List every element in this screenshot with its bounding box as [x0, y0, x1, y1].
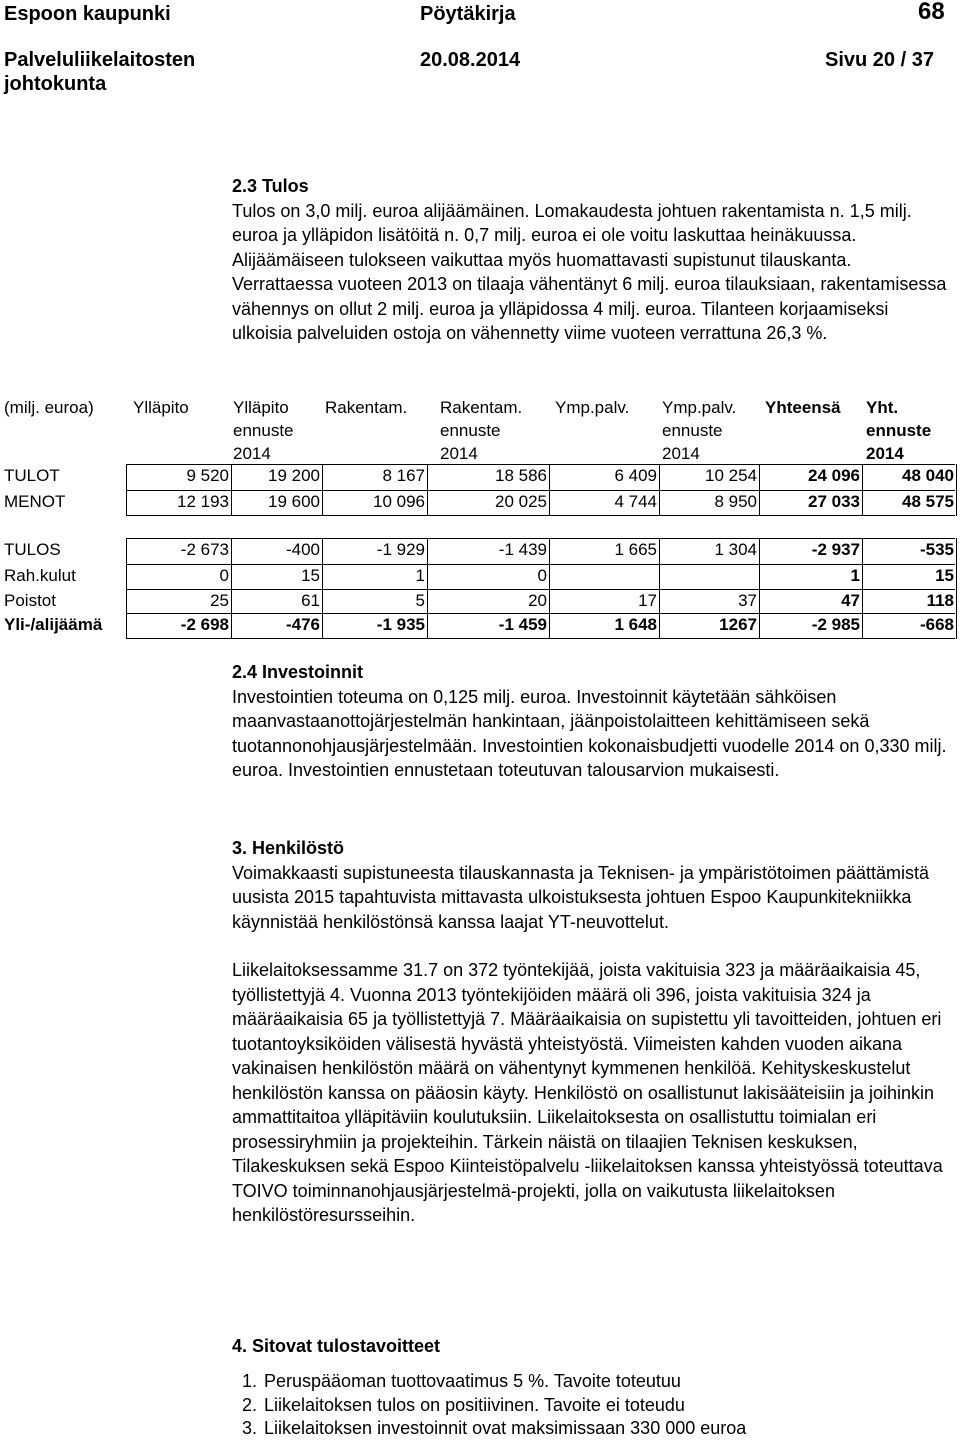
column-header: Yht. [866, 398, 899, 417]
column-header: ennuste [662, 421, 723, 440]
row-label: TULOT [4, 466, 60, 485]
table-cell: -1 459 [498, 615, 547, 634]
table-rule [126, 538, 955, 539]
section-number: 68 [918, 0, 945, 25]
table-rule [862, 538, 863, 639]
table-cell: 1 [415, 566, 425, 585]
table-cell: 10 096 [373, 492, 425, 511]
investoinnit-heading: 2.4 Investoinnit [232, 662, 364, 682]
table-cell: 0 [219, 566, 229, 585]
table-cell: 1267 [719, 615, 757, 634]
table-cell: -1 929 [376, 540, 425, 559]
table-cell: 19 200 [268, 466, 320, 485]
section-investoinnit [232, 660, 952, 783]
row-label: Poistot [4, 591, 56, 610]
table-rule [956, 464, 957, 516]
column-header: ennuste [440, 421, 501, 440]
goal-item: 1. Peruspääoman tuottovaatimus 5 %. Tavoite toteutuu [262, 1370, 960, 1394]
table-cell: 20 025 [495, 492, 547, 511]
tulos-heading: 2.3 Tulos [232, 176, 309, 196]
column-header: Ymp.palv. [555, 398, 630, 417]
table-cell: 8 167 [382, 466, 425, 485]
henkilosto-heading: 3. Henkilöstö [232, 838, 345, 858]
table-cell: 9 520 [186, 466, 229, 485]
header-board-line2: johtokunta [4, 73, 107, 95]
table-cell: 48 575 [902, 492, 954, 511]
column-header: Rakentam. [325, 398, 408, 417]
table-cell: -535 [919, 540, 954, 559]
goal-item: 2. Liikelaitoksen tulos on positiivinen. Tavoite ei toteudu [262, 1394, 960, 1418]
table-cell: 37 [738, 591, 757, 610]
sitovat-heading: 4. Sitovat tulostavoitteet [232, 1336, 441, 1356]
table-rule [126, 613, 955, 614]
column-header: ennuste [233, 421, 294, 440]
column-header: Yhteensä [765, 398, 841, 417]
table-cell: 12 193 [177, 492, 229, 511]
table-cell: 1 665 [614, 540, 657, 559]
table-rule [126, 564, 955, 565]
header-doc-type: Pöytäkirja [420, 3, 516, 25]
table-cell: 4 744 [614, 492, 657, 511]
table-cell: 17 [638, 591, 657, 610]
table-cell: 0 [537, 566, 547, 585]
table-cell: 18 586 [495, 466, 547, 485]
table-cell: 1 304 [714, 540, 757, 559]
goals-list [232, 1370, 960, 1441]
table-cell: -2 985 [811, 615, 860, 634]
table-cell: 5 [415, 591, 425, 610]
table-cell: 6 409 [614, 466, 657, 485]
table-cell: 1 [850, 566, 860, 585]
header-board-line1: Palveluliikelaitosten [4, 49, 196, 71]
table-cell: -2 673 [180, 540, 229, 559]
table-cell: 48 040 [902, 466, 954, 485]
goal-item: 3. Liikelaitoksen investoinnit ovat maksimissaan 330 000 euroa [262, 1417, 960, 1441]
table-cell: 15 [935, 566, 954, 585]
table-rule [322, 538, 323, 639]
investoinnit-text: Investointien toteuma on 0,125 milj. euroa. Investoinnit käytetään sähköisen maanvastaanottojärjestelmän hankintaan, jäänpoistolaitteen kehittämiseen sekä tuotannonohjausjärjestelmään. Investointien kokonaisbudjetti vuodelle 2014 on 0,330 milj. euroa. Investointien ennustetaan toteutuvan talousarvion mukaisesti. [232, 686, 947, 780]
table-unit-label: (milj. euroa) [4, 398, 94, 417]
table-rule [549, 538, 550, 639]
table-rule [759, 538, 760, 639]
table-rule [126, 490, 955, 491]
table-cell: 10 254 [705, 466, 757, 485]
table-rule [549, 464, 550, 516]
table-cell: -1 439 [498, 540, 547, 559]
table-cell: 25 [210, 591, 229, 610]
table-rule [126, 538, 127, 639]
table-rule [862, 464, 863, 516]
table-cell: 19 600 [268, 492, 320, 511]
table-cell: -2 937 [811, 540, 860, 559]
column-header: Ylläpito [233, 398, 289, 417]
column-header: 2014 [662, 444, 700, 463]
table-rule [427, 464, 428, 516]
column-header: 2014 [866, 444, 904, 463]
henkilosto-para2: Liikelaitoksessamme 31.7 on 372 työntekijää, joista vakituisia 323 ja määräaikaisia 45, työllistettyjä 4. Vuonna 2013 työntekijöiden määrä oli 396, joista vakituisia 324 ja määräaikaisia 65 ja työllistettyjä 7. Määräaikaisia on supistettu yli tavoitteiden, johtuen eri tuotantoyksiköiden välisestä hyvästä yhteistyöstä. Viimeisten kahden vuoden aikana vakinaisen henkilöstön määrä on vähentynyt kymmenen henkilöä. Kehityskeskustelut henkilöstön kanssa on pääosin käyty. Henkilöstö on osallistunut lakisääteisiin ja joihinkin ammattitaitoa ylläpitäviin koulutuksiin. Liikelaitoksesta on osallistuttu toimialan eri prosessiryhmiin ja projekteihin. Tärkein näistä on tilaajien Teknisen keskuksen, Tilakeskuksen sekä Espoo Kiinteistöpalvelu -liikelaitoksen kanssa yhteistyössä toteuttava TOIVO toiminnanohjausjärjestelmä-projekti, jolla on vaikutusta liikelaitoksen henkilöstöresursseihin. [232, 960, 943, 1225]
table-rule [231, 464, 232, 516]
column-header: Ymp.palv. [662, 398, 737, 417]
table-rule [956, 538, 957, 639]
column-header: Rakentam. [440, 398, 523, 417]
table-cell: 1 648 [614, 615, 657, 634]
table-cell: 20 [528, 591, 547, 610]
table-cell: -2 698 [180, 615, 229, 634]
table-cell: 24 096 [808, 466, 860, 485]
table-cell: -476 [285, 615, 320, 634]
table-cell: 15 [301, 566, 320, 585]
tulos-text: Tulos on 3,0 milj. euroa alijäämäinen. Lomakaudesta johtuen rakentamista n. 1,5 milj. euroa ja ylläpidon lisätöitä n. 0,7 milj. euroa ei ole voitu laskuttaa heinäkuussa. Alijäämäiseen tulokseen vaikuttaa myös huomattavasti supistunut tilauskanta. Verrattaessa vuoteen 2013 on tilaaja vähentänyt 6 milj. euroa tilauksiaan, rakentamisessa vähennys on ollut 2 milj. euroa ja ylläpidossa 4 milj. euroa. Tilanteen korjaamiseksi ulkoisia palveluiden ostoja on vähennetty viime vuoteen verrattuna 26,3 %. [232, 200, 947, 343]
table-cell: 8 950 [714, 492, 757, 511]
column-header: 2014 [440, 444, 478, 463]
table-rule [759, 464, 760, 516]
header-date: 20.08.2014 [420, 49, 521, 71]
table-rule [427, 538, 428, 639]
row-label: Yli-/alijäämä [4, 615, 103, 634]
table-rule [231, 538, 232, 639]
table-cell: -1 935 [376, 615, 425, 634]
table-cell: 61 [301, 591, 320, 610]
table-rule [659, 538, 660, 639]
table-rule [126, 464, 127, 516]
table-rule [322, 464, 323, 516]
table-rule [126, 589, 955, 590]
table-rule [659, 464, 660, 516]
row-label: TULOS [4, 540, 61, 559]
table-cell: -668 [919, 615, 954, 634]
section-henkilosto [232, 836, 952, 1228]
table-cell: 118 [926, 591, 954, 610]
table-rule [126, 464, 955, 465]
column-header: 2014 [233, 444, 271, 463]
table-rule [126, 638, 955, 639]
header-org: Espoon kaupunki [4, 3, 171, 25]
table-cell: -400 [285, 540, 320, 559]
column-header: Ylläpito [133, 398, 189, 417]
table-cell: 47 [841, 591, 860, 610]
header-page: Sivu 20 / 37 [825, 49, 934, 71]
column-header: ennuste [866, 421, 932, 440]
row-label: Rah.kulut [4, 566, 76, 585]
row-label: MENOT [4, 492, 66, 511]
table-rule [126, 515, 955, 516]
table-cell: 27 033 [808, 492, 860, 511]
henkilosto-para1: Voimakkaasti supistuneesta tilauskannasta ja Teknisen- ja ympäristötoimen päättämistä uusista 2015 tapahtuvista mittavasta ulkoistuksesta johtuen Espoo Kaupunkitekniikka käynnistää henkilöstönsä kanssa laajat YT-neuvottelut. [232, 862, 930, 932]
